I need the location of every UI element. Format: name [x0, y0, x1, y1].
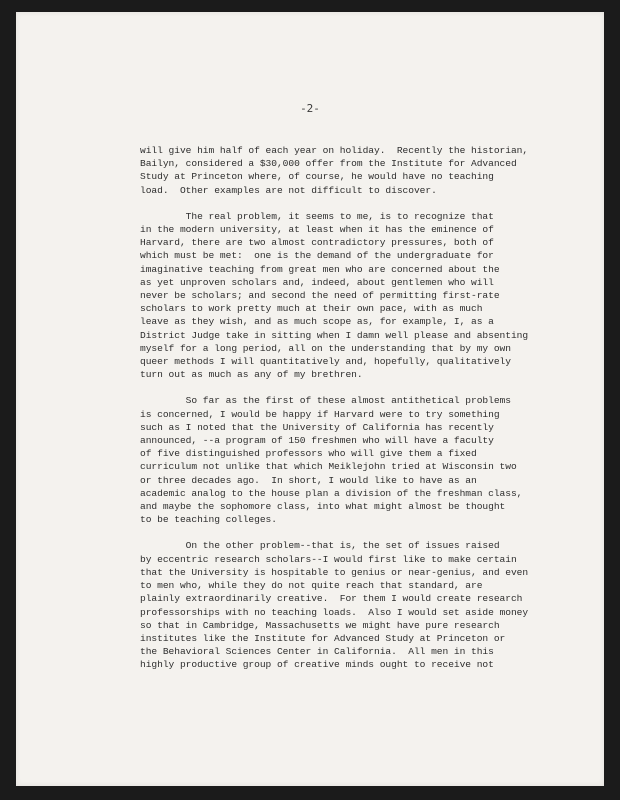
typed-page	[16, 12, 604, 786]
text-line: plainly extraordinarily creative. For them I would create research	[140, 593, 523, 605]
text-line: or three decades ago. In short, I would like to have as an	[140, 474, 477, 486]
text-line: that the University is hospitable to genius or near-genius, and even	[140, 566, 529, 578]
text-line: to men who, while they do not quite reach that standard, are	[140, 580, 483, 592]
text-line: On the other problem--that is, the set of issues raised	[140, 540, 500, 552]
text-line: of five distinguished professors who will give them a fixed	[140, 448, 477, 460]
paragraph	[140, 394, 570, 526]
text-line: will give him half of each year on holiday. Recently the historian,	[140, 145, 529, 156]
text-line: so that in Cambridge, Massachusetts we might have pure research	[140, 619, 500, 631]
text-line: and maybe the sophomore class, into what might almost be thought	[140, 501, 506, 513]
text-line: imaginative teaching from great men who are concerned about the	[140, 263, 500, 275]
text-line: professorships with no teaching loads. Also I would set aside money	[140, 606, 529, 618]
text-line: which must be met: one is the demand of the undergraduate for	[140, 250, 494, 262]
text-line: District Judge take in sitting when I damn well please and absenting	[140, 329, 529, 341]
text-line: announced, --a program of 150 freshmen who will have a faculty	[140, 435, 494, 447]
text-line: never be scholars; and second the need of permitting first-rate	[140, 290, 500, 302]
text-line: The real problem, it seems to me, is to recognize that	[140, 210, 494, 222]
text-line: Bailyn, considered a $30,000 offer from the Institute for Advanced	[140, 158, 517, 170]
text-line: to be teaching colleges.	[140, 514, 277, 526]
paragraph	[140, 144, 570, 197]
text-line: by eccentric research scholars--I would first like to make certain	[140, 553, 517, 565]
text-line: highly productive group of creative minds ought to receive not	[140, 659, 494, 671]
paragraph	[140, 539, 570, 671]
page-number: -2-	[300, 102, 320, 115]
text-line: in the modern university, at least when it has the eminence of	[140, 224, 494, 236]
text-line: scholars to work pretty much at their own pace, with as much	[140, 303, 483, 315]
text-line: such as I noted that the University of California has recently	[140, 421, 494, 433]
text-line: load. Other examples are not difficult to discover.	[140, 184, 437, 196]
text-line: turn out as much as any of my brethren.	[140, 369, 363, 381]
text-line: leave as they wish, and as much scope as, for example, I, as a	[140, 316, 494, 328]
text-line: is concerned, I would be happy if Harvard were to try something	[140, 408, 500, 420]
text-line: institutes like the Institute for Advanced Study at Princeton or	[140, 632, 506, 644]
text-line: So far as the first of these almost antithetical problems	[140, 395, 511, 407]
text-line: the Behavioral Sciences Center in California. All men in this	[140, 646, 494, 658]
text-line: academic analog to the house plan a division of the freshman class,	[140, 487, 523, 499]
text-line: curriculum not unlike that which Meiklejohn tried at Wisconsin two	[140, 461, 517, 473]
paragraph	[140, 210, 570, 382]
text-line: queer methods I will quantitatively and, hopefully, qualitatively	[140, 356, 511, 368]
text-line: myself for a long period, all on the understanding that by my own	[140, 342, 511, 354]
body-text	[140, 144, 570, 685]
text-line: as yet unproven scholars and, indeed, about gentlemen who will	[140, 276, 494, 288]
text-line: Harvard, there are two almost contradictory pressures, both of	[140, 237, 494, 249]
text-line: Study at Princeton where, of course, he would have no teaching	[140, 171, 494, 183]
